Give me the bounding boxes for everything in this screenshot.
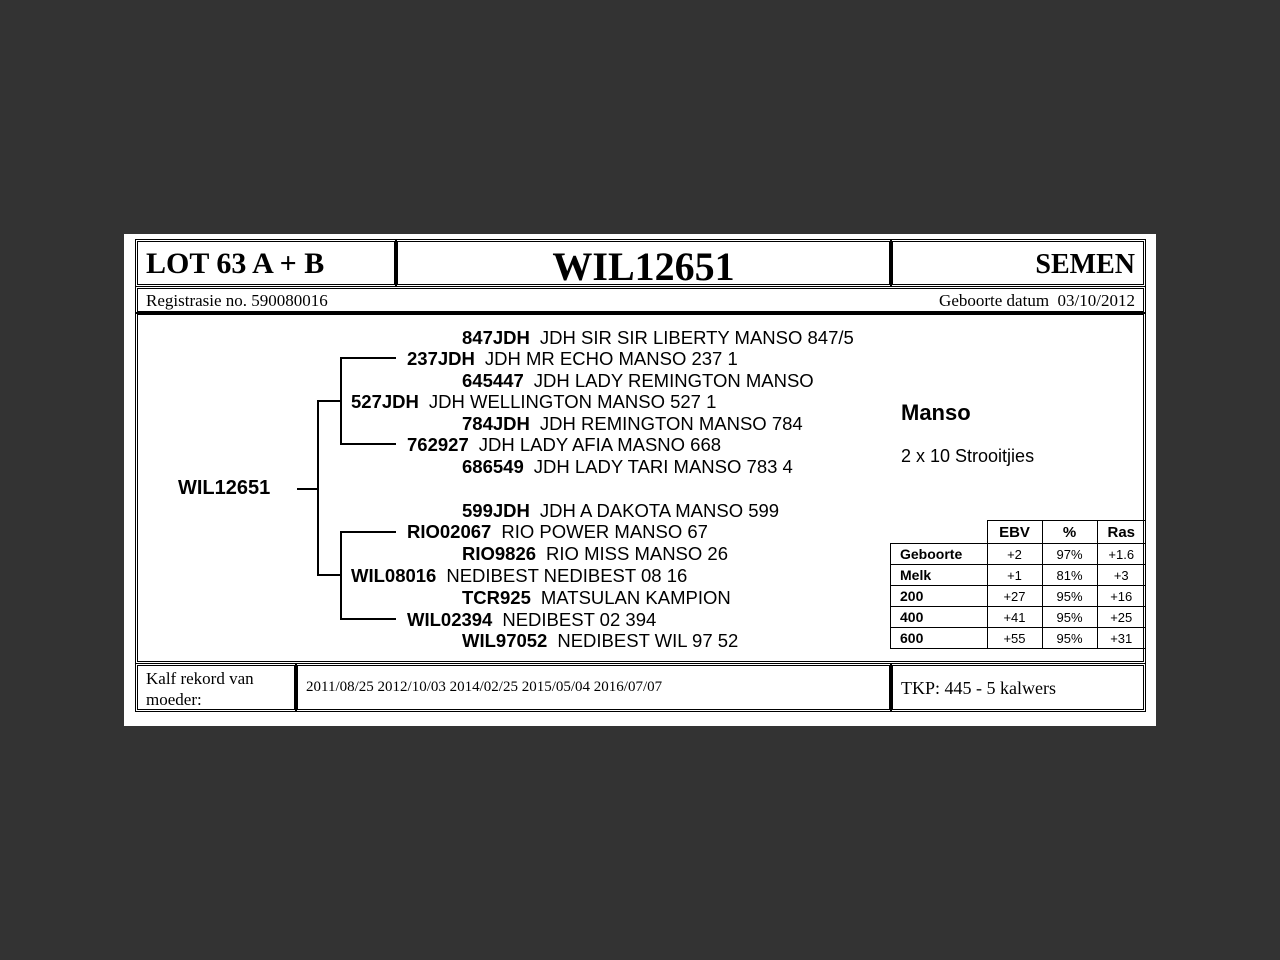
pedigree-entry-dam-dam-dam: WIL97052 NEDIBEST WIL 97 52 (462, 630, 739, 651)
breed-label: Manso (901, 400, 971, 425)
lot-number: LOT 63 A + B (146, 247, 325, 280)
product-box (890, 239, 1146, 287)
pedigree-subject: WIL12651 (178, 477, 271, 499)
pedigree-entry-dam-sire-dam: RIO9826 RIO MISS MANSO 26 (462, 543, 729, 564)
animal-id: WIL12651 (552, 244, 735, 289)
lot-card (124, 234, 1156, 726)
calf-record-dates: 2011/08/25 2012/10/03 2014/02/25 2015/05/04 2016/07/07 (306, 679, 663, 695)
pedigree-line (317, 400, 341, 402)
straw-quantity: 2 x 10 Strooitjies (901, 446, 1035, 466)
pedigree-entry-sire-sire-sire: 847JDH JDH SIR SIR LIBERTY MANSO 847/5 (462, 327, 854, 348)
ebv-row: 400 +41 95% +25 (891, 607, 1146, 628)
calf-record-label: Kalf rekord van moeder: (146, 669, 254, 709)
pedigree-line (340, 357, 396, 359)
registration-number: Registrasie no. 590080016 (146, 291, 328, 310)
ebv-row: Melk +1 81% +3 (891, 565, 1146, 586)
pedigree-line (340, 531, 342, 619)
pedigree-entry-dam-sire: RIO02067 RIO POWER MANSO 67 (407, 521, 708, 542)
pedigree-entry-sire: 527JDH JDH WELLINGTON MANSO 527 1 (351, 391, 717, 412)
product-type: SEMEN (1035, 249, 1135, 280)
pedigree-entry-sire-dam-sire: 784JDH JDH REMINGTON MANSO 784 (462, 413, 803, 434)
info-row (135, 286, 1146, 314)
pedigree-line (317, 574, 341, 576)
ebv-row: 600 +55 95% +31 (891, 628, 1146, 649)
pedigree-line (340, 443, 396, 445)
birth-date: Geboorte datum 03/10/2012 (939, 291, 1135, 310)
pedigree-line (340, 618, 396, 620)
pedigree-entry-sire-dam-dam: 686549 JDH LADY TARI MANSO 783 4 (462, 456, 793, 477)
pedigree-line (340, 357, 342, 445)
pedigree-entry-dam-dam: WIL02394 NEDIBEST 02 394 (407, 609, 657, 630)
animal-id-box (395, 239, 892, 287)
pedigree-entry-sire-dam: 762927 JDH LADY AFIA MASNO 668 (407, 434, 722, 455)
pedigree-entry-dam: WIL08016 NEDIBEST NEDIBEST 08 16 (351, 565, 688, 586)
ebv-row: 200 +27 95% +16 (891, 586, 1146, 607)
pedigree-line (340, 531, 396, 533)
pedigree-entry-dam-dam-sire: TCR925 MATSULAN KAMPION (462, 587, 731, 608)
ebv-table (890, 520, 1146, 649)
ebv-header-row (891, 521, 1146, 544)
pedigree-line (297, 488, 317, 490)
calf-record-label-box (135, 663, 297, 712)
pedigree-entry-dam-sire-sire: 599JDH JDH A DAKOTA MANSO 599 (462, 500, 780, 521)
ebv-row: Geboorte +2 97% +1.6 (891, 544, 1146, 565)
ebv-header: Ras (1097, 521, 1146, 544)
tkp-box (890, 663, 1146, 712)
ebv-header: % (1042, 521, 1097, 544)
tkp-value: TKP: 445 - 5 kalwers (901, 678, 1056, 698)
calf-record-dates-box (295, 663, 892, 712)
pedigree-entry-sire-sire-dam: 645447 JDH LADY REMINGTON MANSO (462, 370, 814, 391)
ebv-header: EBV (987, 521, 1042, 544)
pedigree-line (317, 400, 319, 576)
pedigree-entry-sire-sire: 237JDH JDH MR ECHO MANSO 237 1 (407, 348, 738, 369)
lot-box (135, 239, 397, 287)
